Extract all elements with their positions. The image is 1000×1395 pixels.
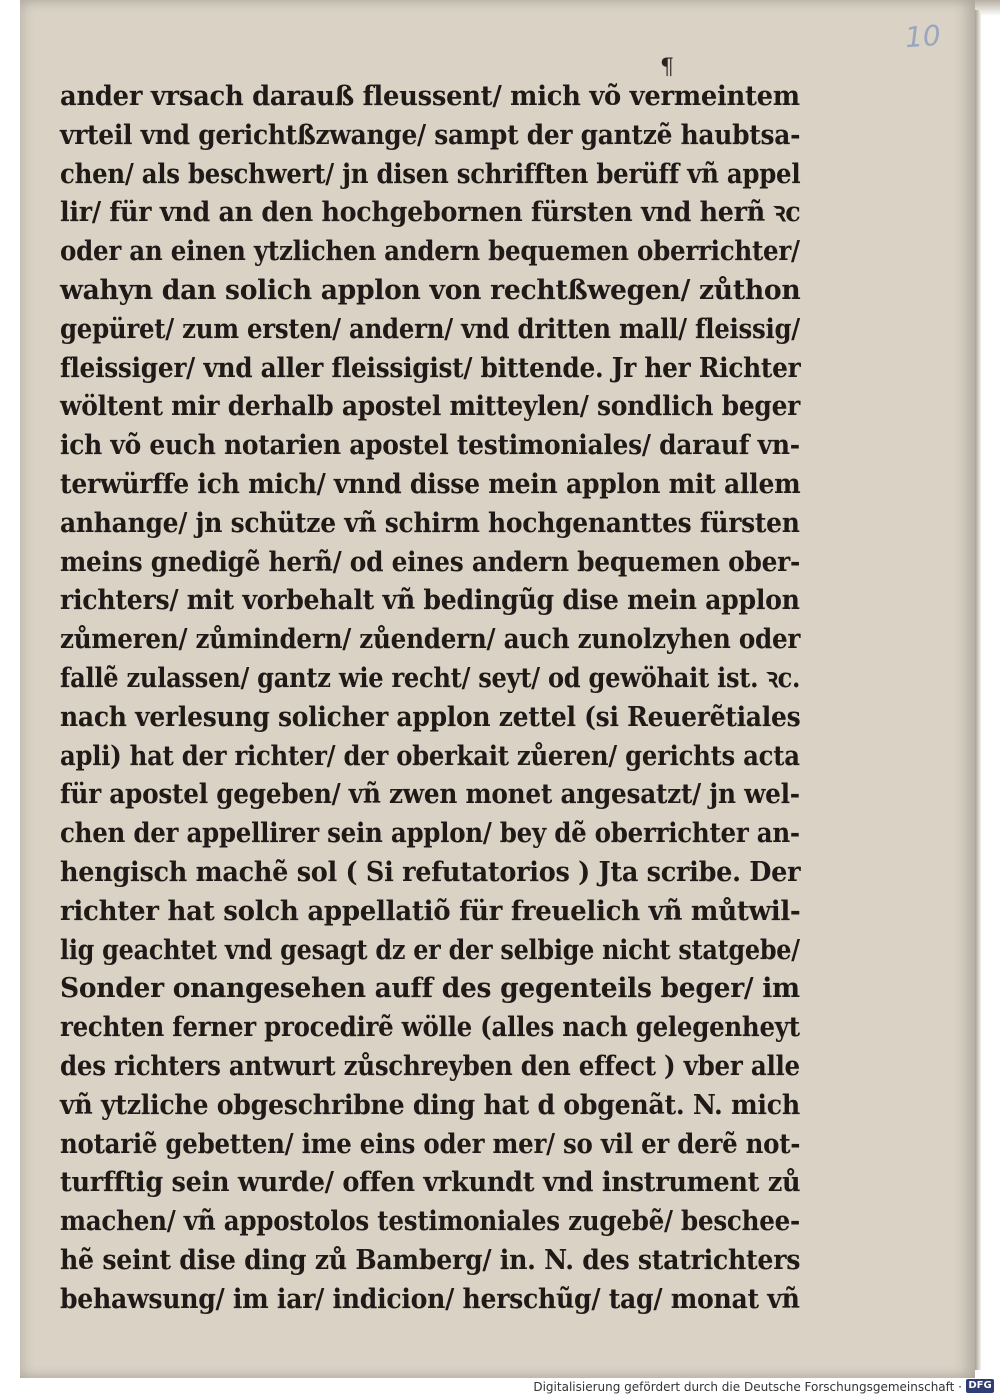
text-line: vrteil vnd gerichtßzwange/ sampt der gantzẽ haubtsa-: [60, 119, 801, 151]
text-line: chen der appellirer sein applon/ bey dẽ oberrichter an-: [60, 818, 800, 850]
text-line: hẽ seint dise ding zů Bamberg/ in. N. des statrichters: [60, 1244, 801, 1276]
text-line: des richters antwurt zůschreyben den effect ) vber alle: [60, 1050, 800, 1082]
text-line: nach verlesung solicher applon zettel (si Reuerẽtiales: [60, 701, 801, 733]
text-line: terwürffe ich mich/ vnnd disse mein applon mit allem: [60, 468, 801, 500]
text-line: turfftig sein wurde/ offen vrkundt vnd instrument zů: [60, 1167, 801, 1199]
text-line: hengisch machẽ sol ( Si refutatorios ) Jta scribe. Der: [60, 856, 801, 888]
text-line: oder an einen ytzlichen andern bequemen oberrichter/: [60, 236, 800, 268]
text-line: lig geachtet vnd gesagt dz er der selbige nicht statgebe/: [60, 934, 800, 966]
text-line: ich võ euch notarien apostel testimoniales/ darauf vn-: [60, 430, 800, 462]
text-line: Sonder onangesehen auff des gegenteils beger/ im: [60, 973, 800, 1005]
text-line: zůmeren/ zůmindern/ zůendern/ auch zunolzyhen oder: [60, 624, 801, 656]
text-block: [60, 78, 800, 1320]
text-line: apli) hat der richter/ der oberkait zůeren/ gerichts acta: [60, 740, 800, 772]
text-line: wöltent mir derhalb apostel mitteylen/ sondlich beger: [60, 391, 801, 423]
folio-number: 10: [903, 18, 942, 55]
text-line: richters/ mit vorbehalt vñ bedingũg dise mein applon: [60, 585, 800, 617]
text-line: fallẽ zulassen/ gantz wie recht/ seyt/ od gewöhait ist. ꝛc.: [60, 662, 801, 694]
page-edge: [975, 10, 981, 1370]
text-line: notariẽ gebetten/ ime eins oder mer/ so vil er derẽ not-: [60, 1128, 801, 1160]
text-line: anhange/ jn schütze vñ schirm hochgenanttes fürsten: [60, 507, 800, 539]
footer-credit: Digitalisierung gefördert durch die Deutsche Forschungsgemeinschaft ·: [533, 1380, 962, 1394]
printer-mark: ¶: [660, 55, 674, 80]
text-line: meins gnedigẽ herñ/ od eines andern bequemen ober-: [60, 546, 801, 578]
text-line: rechten ferner procedirẽ wölle (alles nach gelegenheyt: [60, 1012, 800, 1044]
text-line: ander vrsach darauß fleussent/ mich võ vermeintem: [60, 81, 800, 112]
text-line: für apostel gegeben/ vñ zwen monet angesatzt/ jn wel-: [60, 779, 800, 811]
text-line: fleissiger/ vnd aller fleissigist/ bittende. Jr her Richter: [60, 352, 801, 384]
text-line: wahyn dan solich applon von rechtßwegen/ zůthon: [60, 274, 801, 306]
book-page: [20, 0, 975, 1378]
text-line: gepüret/ zum ersten/ andern/ vnd dritten mall/ fleissig/: [60, 313, 800, 345]
text-line: behawsung/ im iar/ indicion/ herschũg/ tag/ monat vñ: [60, 1283, 800, 1315]
text-line: richter hat solch appellatiõ für freuelich vñ můtwil-: [60, 895, 801, 927]
text-line: chen/ als beschwert/ jn disen schrifften berüff vñ appel: [60, 158, 801, 190]
text-line: lir/ für vnd an den hochgebornen fürsten vnd herñ ꝛc: [60, 197, 801, 229]
dfg-logo: DFG: [966, 1379, 994, 1393]
text-line: machen/ vñ appostolos testimoniales zugebẽ/ beschee-: [60, 1206, 800, 1238]
text-line: vñ ytzliche obgeschribne ding hat d obgenãt. N. mich: [60, 1089, 800, 1121]
